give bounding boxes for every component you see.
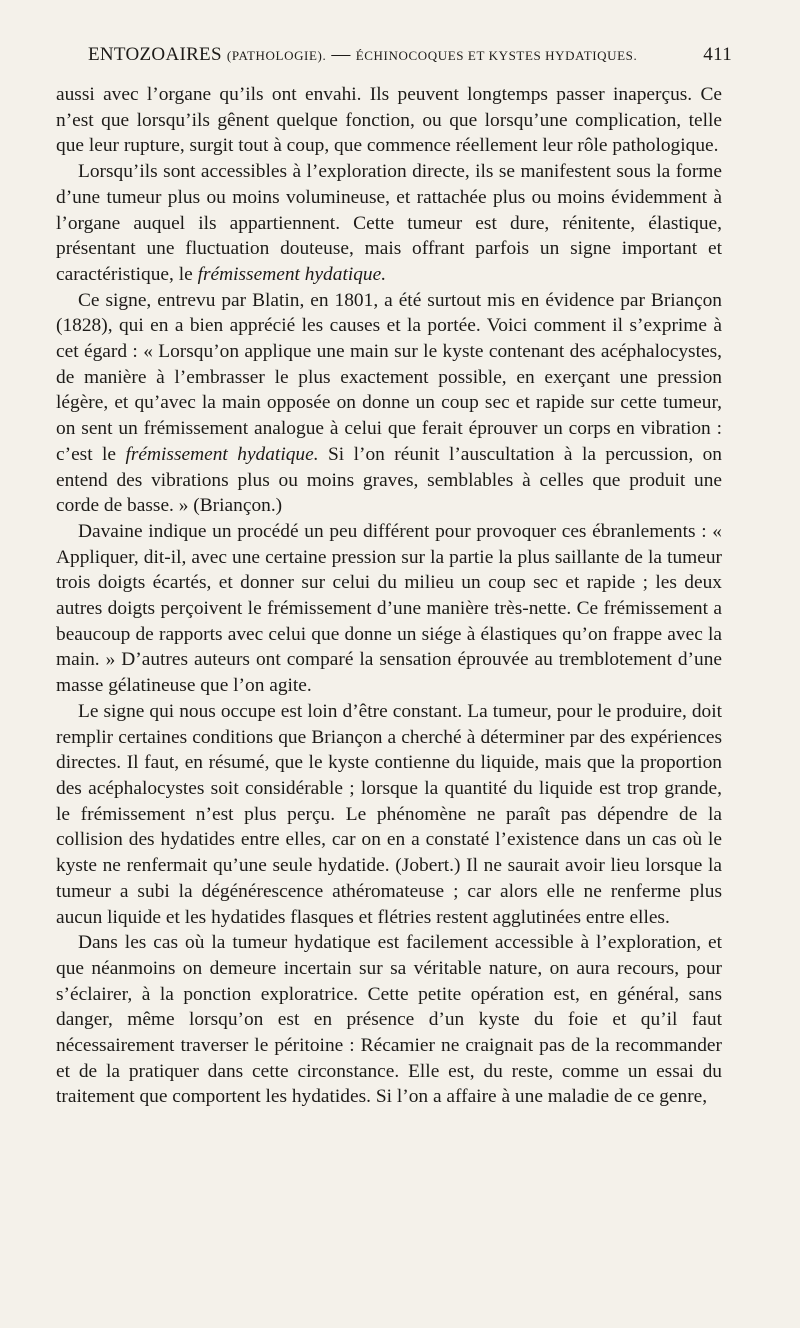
paragraph-1: aussi avec l’organe qu’ils ont envahi. Ils peuvent longtemps passer inaperçus. Ce n’est que lorsqu’ils gênent quelque fonction, ou que lorsqu’une complication, telle que leur rupture, surgit tout à coup, que commence réellement leur rôle pathologique.: [56, 84, 722, 157]
paragraph-2-text: Lorsqu’ils sont accessibles à l’exploration directe, ils se manifestent sous la forme d’une tumeur plus ou moins volumineuse, et rattachée plus ou moins évidemment à l’organe auquel ils appartiennent. Cette tumeur est dure, rénitente, élastique, présentant une fluctuation douteuse, mais offrant parfois un signe important et caractéristique, le: [56, 161, 722, 285]
paragraph-6: Dans les cas où la tumeur hydatique est facilement accessible à l’exploration, et que néanmoins on demeure incertain sur sa véritable nature, on aura recours, pour s’éclairer, à la ponction exploratrice. Cette petite opération est, en général, sans danger, même lorsqu’on est en présence d’un kyste du foie et qu’il faut nécessairement traverser le péritoine : Récamier ne craignait pas de la recommander et de la pratiquer dans cette circonstance. Elle est, du reste, comme un essai du traitement que comportent les hydatides. Si l’on a affaire à une maladie de ce genre,: [56, 932, 722, 1108]
running-header: [88, 44, 732, 66]
paragraph-2-italic: frémissement hydatique.: [197, 263, 387, 285]
header-left: [88, 44, 637, 66]
paragraph-3-text: Ce signe, entrevu par Blatin, en 1801, a été surtout mis en évidence par Briançon (1828), qui en a bien apprécié les causes et la portée. Voici comment il s’exprime à cet égard : « Lorsqu’on applique une main sur le kyste contenant des acéphalocystes, de manière à l’embrasser le plus exactement possible, en exerçant une pression légère, et qu’avec la main opposée on donne un coup sec et rapide sur cette tumeur, on sent un frémissement analogue à celui que ferait éprouver un corps en vibration : c’est le: [56, 289, 722, 465]
header-title: ENTOZOAIRES: [88, 44, 222, 65]
header-dash: —: [331, 44, 351, 65]
page-number: 411: [703, 44, 732, 65]
paragraph-2: [56, 159, 722, 288]
paragraph-3-italic: frémissement hydatique.: [125, 443, 319, 465]
paragraph-3: [56, 288, 722, 519]
header-section: (PATHOLOGIE).: [226, 48, 327, 63]
paragraph-3-text-end: Si l’on réunit l’auscultation à la percussion, on entend des vibrations plus ou moins graves, semblables à celles que produit une corde de basse. » (Briançon.): [56, 443, 723, 517]
header-subject: ÉCHINOCOQUES ET KYSTES HYDATIQUES.: [355, 48, 638, 63]
page-body: [56, 82, 722, 1110]
paragraph-5: Le signe qui nous occupe est loin d’être constant. La tumeur, pour le produire, doit remplir certaines conditions que Briançon a cherché à déterminer par des expériences directes. Il faut, en résumé, que le kyste contienne du liquide, mais que la proportion des acéphalocystes soit considérable ; lorsque la quantité du liquide est trop grande, le frémissement n’est plus perçu. Le phénomène ne paraît pas dépendre de la collision des hydatides entre elles, car on en a constaté l’existence dans un cas où le kyste ne renfermait qu’une seule hydatide. (Jobert.) Il ne saurait avoir lieu lorsque la tumeur a subi la dégénérescence athéromateuse ; car alors elle ne renferme plus aucun liquide et les hydatides flasques et flétries restent agglutinées entre elles.: [56, 700, 722, 928]
paragraph-4: Davaine indique un procédé un peu différent pour provoquer ces ébranlements : « Appliquer, dit-il, avec une certaine pression sur la partie la plus saillante de la tumeur trois doigts écartés, et donner sur celui du milieu un coup sec et rapide ; les deux autres doigts perçoivent le frémissement d’une manière très-nette. Ce frémissement a beaucoup de rapports avec celui que donne un siége à élastiques qu’on frappe avec la main. » D’autres auteurs ont comparé la sensation éprouvée au tremblotement d’une masse gélatineuse que l’on agite.: [56, 520, 722, 697]
